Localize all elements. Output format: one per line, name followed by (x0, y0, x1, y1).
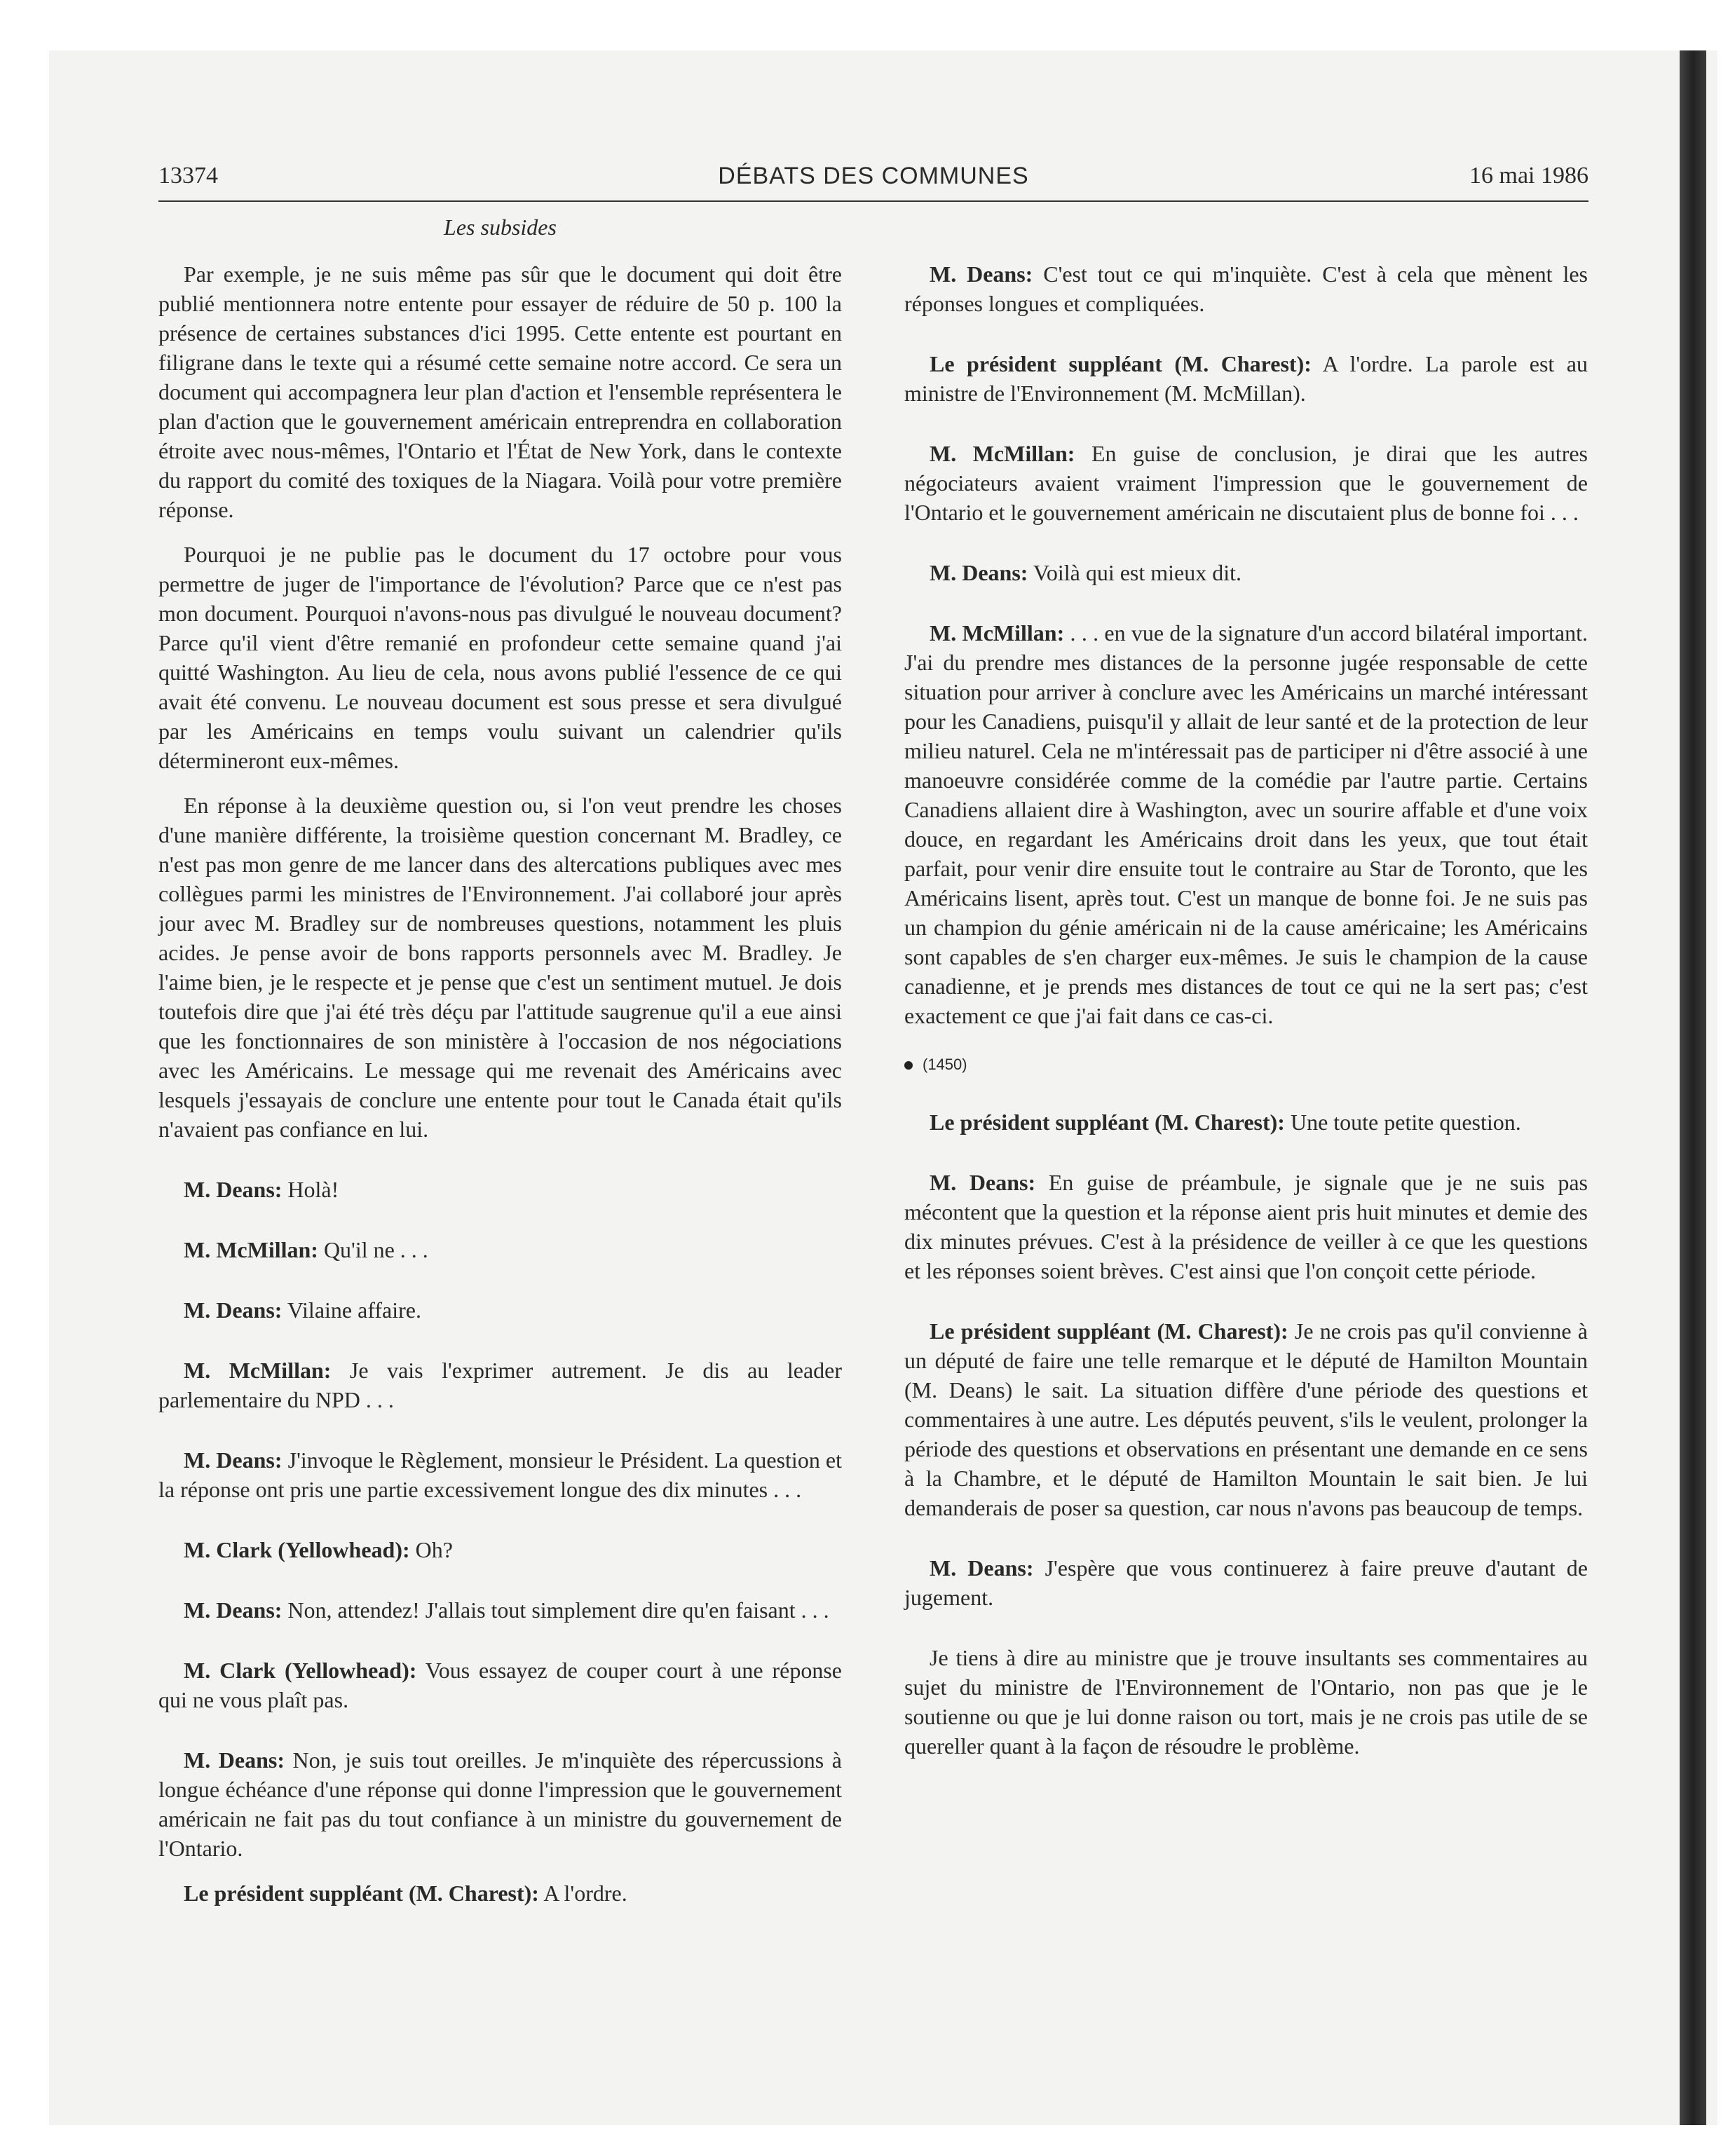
speech-text: . . . en vue de la signature d'un accord bilatéral important. J'ai du prendre mes distances de la personne jugée responsable de cette situation pour arriver à conclure avec les Américains un marché intéressant pour les Canadiens, puisqu'il y allait de leur santé et de la protection de leur milieu naturel. Cela ne m'intéressait pas de participer ni d'être associé à une manoeuvre considérée comme de la comédie par l'autre partie. Certains Canadiens allaient dire à Washington, avec un sourire affable et d'une voix douce, en regardant les Américains droit dans les yeux, que tout était parfait, pour venir dire ensuite tout le contraire au Star de Toronto, que les Américains lisent, après tout. C'est un manque de bonne foi. Je ne suis pas un champion du génie américain ni de la cause américaine; les Américains sont capables de s'en charger eux-mêmes. Je suis le champion de la cause canadienne, et je prends mes distances de tout ce qui ne la sert pas; c'est exactement ce que j'ai fait dans ce cas-ci. (904, 620, 1588, 1028)
speaker-name: M. Deans: (930, 1170, 1036, 1195)
header-rule (158, 200, 1588, 202)
paragraph (158, 1235, 842, 1264)
speech-text: Une toute petite question. (1284, 1110, 1521, 1135)
paragraph (158, 1595, 842, 1625)
paragraph (158, 1295, 842, 1325)
speech-text: En guise de conclusion, je dirai que les autres négociateurs avaient vraiment l'impression que le gouvernement de l'Ontario et le gouvernement américain ne discutaient plus de bonne foi . . . (904, 441, 1588, 525)
paragraph (158, 1535, 842, 1564)
speech-text: Vous essayez de couper court à une réponse qui ne vous plaît pas. (158, 1658, 843, 1712)
speaker-name: Le président suppléant (M. Charest): (930, 1110, 1285, 1135)
speaker-name: M. McMillan: (930, 620, 1065, 646)
speaker-name: M. Deans: (184, 1297, 283, 1323)
speech-text: A l'ordre. (538, 1881, 627, 1906)
speech-text: Je tiens à dire au ministre que je trouve insultants ses commentaires au sujet du ministre de l'Environnement de l'Ontario, non pas que je le soutienne ou que je lui donne raison ou tort, mais je ne crois pas utile de se quereller quant à la façon de résoudre le problème. (904, 1645, 1588, 1759)
paragraph (904, 259, 1588, 318)
page-header (158, 163, 1588, 205)
speech-text: Oh? (409, 1537, 453, 1562)
paragraph (158, 1745, 842, 1863)
paragraph (904, 1107, 1588, 1137)
publication-date: 16 mai 1986 (1469, 163, 1588, 189)
paragraph (904, 1316, 1588, 1522)
paragraph (904, 618, 1588, 1030)
page-number: 13374 (158, 163, 218, 189)
paragraph (158, 540, 842, 775)
speech-text: J'espère que vous continuerez à faire preuve d'autant de jugement. (904, 1555, 1588, 1610)
paragraph (904, 1643, 1588, 1761)
speaker-name: Le président suppléant (M. Charest): (930, 351, 1312, 376)
page-edge-shadow (1680, 50, 1706, 2125)
speaker-name: M. Deans: (930, 1555, 1034, 1581)
speech-text: Je vais l'exprimer autrement. Je dis au leader parlementaire du NPD . . . (158, 1358, 843, 1412)
speaker-name: Le président suppléant (M. Charest): (184, 1881, 539, 1906)
speaker-name: M. Deans: (184, 1747, 285, 1773)
speech-text: Par exemple, je ne suis même pas sûr que le document qui doit être publié mentionnera notre entente pour essayer de réduire de 50 p. 100 la présence de certaines substances d'ici 1995. Cette entente est pourtant en filigrane dans le texte qui a résumé cette semaine notre accord. Ce sera un document qui accompagnera leur plan d'action et l'ensemble représentera le plan d'action que le gouvernement américain entreprendra en collaboration étroite avec nous-mêmes, l'Ontario et l'État de New York, dans le contexte du rapport du comité des toxiques de la Niagara. Voilà pour votre première réponse. (158, 261, 842, 522)
paragraph (904, 558, 1588, 587)
time-marker (904, 1050, 1588, 1079)
speaker-name: M. McMillan: (184, 1237, 318, 1262)
speaker-name: M. McMillan: (930, 441, 1075, 466)
paragraph (904, 439, 1588, 527)
publication-title: DÉBATS DES COMMUNES (718, 163, 1029, 189)
speaker-name: M. McMillan: (184, 1358, 332, 1383)
section-title: Les subsides (444, 214, 557, 240)
speaker-name: M. Clark (Yellowhead): (184, 1537, 410, 1562)
speech-text: Non, attendez! J'allais tout simplement dire qu'en faisant . . . (282, 1597, 829, 1623)
speech-text: Holà! (282, 1177, 339, 1202)
bullet-icon (904, 1061, 913, 1070)
speech-text: Pourquoi je ne publie pas le document du 17 octobre pour vous permettre de juger de l'importance de l'évolution? Parce que ce n'est pas mon document. Pourquoi n'avons-nous pas divulgué le nouveau document? Parce qu'il vient d'être remanié en profondeur cette semaine quand j'ai quitté Washington. Au lieu de cela, nous avons publié l'essence de ce qui avait été convenu. Le nouveau document est sous presse et sera divulgué par les Américains en temps voulu suivant un calendrier qu'ils détermineront eux-mêmes. (158, 542, 842, 773)
speech-text: Qu'il ne . . . (318, 1237, 428, 1262)
right-column (904, 259, 1588, 1776)
speaker-name: M. Deans: (930, 261, 1033, 287)
speaker-name: M. Clark (Yellowhead): (184, 1658, 417, 1683)
speaker-name: M. Deans: (184, 1447, 283, 1473)
speaker-name: M. Deans: (184, 1177, 283, 1202)
speech-text: J'invoque le Règlement, monsieur le Président. La question et la réponse ont pris une partie excessivement longue des dix minutes . . . (158, 1447, 843, 1502)
paragraph (904, 349, 1588, 408)
speech-text: C'est tout ce qui m'inquiète. C'est à cela que mènent les réponses longues et compliquées. (904, 261, 1588, 316)
paragraph (158, 791, 842, 1144)
paragraph (158, 1175, 842, 1204)
speaker-name: M. Deans: (184, 1597, 283, 1623)
speech-text: A l'ordre. La parole est au ministre de l'Environnement (M. McMillan). (904, 351, 1588, 406)
paragraph (158, 1656, 842, 1714)
speech-text: Non, je suis tout oreilles. Je m'inquiète des répercussions à longue échéance d'une réponse qui donne l'impression que le gouvernement américain ne fait pas du tout confiance à un ministre du gouvernement de l'Ontario. (158, 1747, 842, 1861)
speaker-name: Le président suppléant (M. Charest): (930, 1318, 1288, 1344)
speech-text: Je ne crois pas qu'il convienne à un député de faire une telle remarque et le député de Hamilton Mountain (M. Deans) le sait. La situation diffère d'une période des questions et commentaires à une autre. Les députés peuvent, s'ils le veulent, prolonger la période des questions et observations en présentant une demande en ce sens à la Chambre, et le député de Hamilton Mountain le sait bien. Je lui demanderais de poser sa question, car nous n'avons pas beaucoup de temps. (904, 1318, 1588, 1520)
time-marker-text: (1450) (923, 1056, 967, 1073)
paragraph (158, 1356, 842, 1414)
paragraph (158, 1878, 842, 1908)
speech-text: Vilaine affaire. (282, 1297, 421, 1323)
speaker-name: M. Deans: (930, 560, 1028, 585)
left-column (158, 259, 842, 1923)
paragraph (904, 1553, 1588, 1612)
paragraph (904, 1168, 1588, 1285)
speech-text: Voilà qui est mieux dit. (1028, 560, 1242, 585)
paragraph (158, 259, 842, 524)
speech-text: En guise de préambule, je signale que je ne suis pas mécontent que la question et la réponse aient pris huit minutes et demie des dix minutes prévues. C'est à la présidence de veiller à ce que les questions et les réponses soient brèves. C'est ainsi que l'on conçoit cette période. (904, 1170, 1588, 1283)
speech-text: En réponse à la deuxième question ou, si l'on veut prendre les choses d'une manière différente, la troisième question concernant M. Bradley, ce n'est pas mon genre de me lancer dans des altercations publiques avec mes collègues parmi les ministres de l'Environnement. J'ai collaboré jour après jour avec M. Bradley sur de nombreuses questions, notamment les pluis acides. Je pense avoir de bons rapports personnels avec M. Bradley. Je l'aime bien, je le respecte et je pense que c'est un sentiment mutuel. Je dois toutefois dire que j'ai été très déçu par l'attitude saugrenue qu'il a eue ainsi que les fonctionnaires de son ministère à l'occasion de nos négociations avec les Américains. Le message qui me revenait des Américains avec lesquels j'essayais de conclure une entente pour tout le Canada était qu'ils n'avaient pas confiance en lui. (158, 793, 842, 1142)
paragraph (158, 1445, 842, 1504)
